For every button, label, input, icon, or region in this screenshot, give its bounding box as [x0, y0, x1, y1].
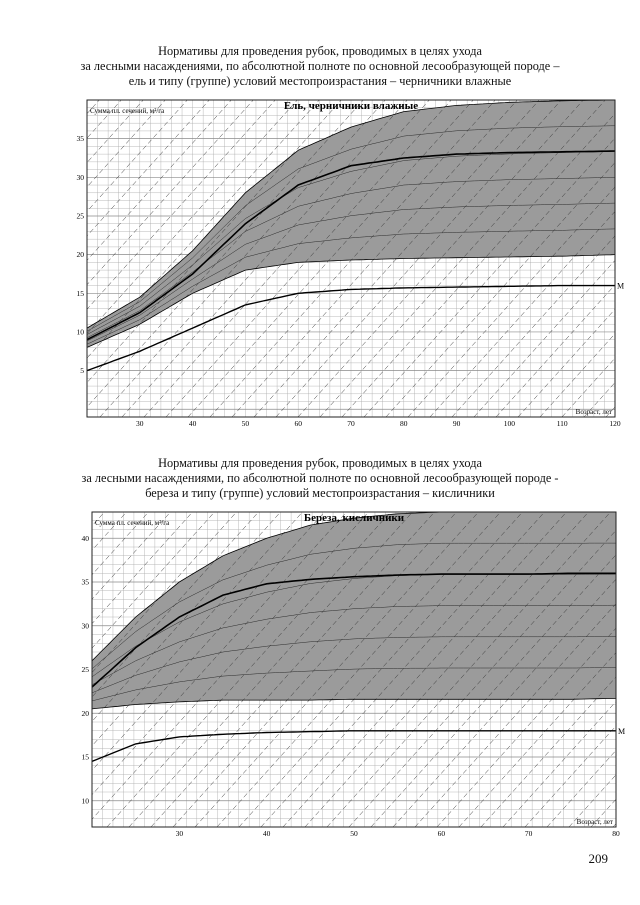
caption-line: за лесными насаждениями, по абсолютной полноте по основной лесообразующей породе –	[80, 59, 560, 73]
birch-chart-svg	[78, 509, 627, 840]
x-axis-label: Возраст, лет	[576, 818, 613, 826]
x-tick-label: 30	[136, 419, 144, 428]
x-axis-label: Возраст, лет	[575, 408, 612, 416]
x-tick-label: 70	[347, 419, 355, 428]
x-tick-label: 40	[262, 829, 271, 838]
caption-line: ель и типу (группе) условий местопроизрастания – черничники влажные	[128, 74, 512, 88]
x-tick-label: 40	[188, 419, 197, 428]
y-tick-label: 20	[81, 708, 89, 718]
y-tick-label: 30	[81, 621, 89, 631]
minimum-line-label: М	[618, 726, 626, 736]
x-tick-label: 50	[241, 419, 250, 428]
y-tick-label: 35	[81, 577, 89, 587]
chart-title: Береза, кисличники	[303, 512, 405, 524]
caption-line: Нормативы для проведения рубок, проводимых в целях ухода	[158, 44, 482, 58]
x-tick-label: 120	[609, 419, 621, 428]
hatch-line	[613, 512, 640, 827]
x-tick-label: 30	[175, 829, 184, 838]
caption-line: Нормативы для проведения рубок, проводимых в целях ухода	[158, 456, 482, 470]
y-tick-label: 30	[76, 172, 84, 182]
x-tick-label: 50	[350, 829, 358, 838]
x-tick-label: 80	[400, 419, 408, 428]
page-number: 209	[588, 851, 608, 866]
x-tick-label: 100	[503, 419, 516, 428]
y-tick-label: 10	[76, 327, 84, 337]
hatch-line	[0, 100, 77, 417]
y-tick-label: 15	[81, 752, 89, 762]
spruce-chart	[78, 97, 627, 429]
y-axis-label: Сумма пл. сечений, м²/га	[90, 107, 165, 115]
y-tick-label: 25	[81, 665, 89, 674]
chart-1-caption	[40, 44, 600, 89]
y-tick-label: 15	[76, 288, 84, 298]
y-axis-label: Сумма пл. сечений, м²/га	[95, 519, 170, 527]
hatch-line	[0, 100, 99, 417]
caption-line: береза и типу (группе) условий местопроизрастания – кисличники	[145, 486, 495, 500]
x-tick-label: 80	[612, 829, 620, 838]
chart-title: Ель, черничники влажные	[283, 100, 419, 112]
y-tick-label: 10	[81, 796, 89, 806]
minimum-line-label: М	[617, 281, 625, 291]
chart-2-caption	[40, 456, 600, 501]
x-tick-label: 60	[294, 419, 302, 428]
y-tick-label: 20	[76, 250, 84, 260]
spruce-chart-svg	[78, 97, 627, 429]
y-tick-label: 40	[81, 533, 89, 543]
caption-line: за лесными насаждениями, по абсолютной полноте по основной лесообразующей породе -	[81, 471, 559, 485]
y-tick-label: 5	[80, 366, 84, 376]
hatch-line	[0, 100, 55, 417]
x-tick-label: 110	[556, 419, 568, 428]
hatch-line	[0, 512, 83, 827]
x-tick-label: 90	[452, 419, 461, 428]
hatch-line	[0, 512, 61, 827]
y-tick-label: 25	[76, 211, 84, 221]
birch-chart	[78, 509, 627, 840]
y-tick-label: 35	[76, 134, 84, 144]
x-tick-label: 60	[437, 829, 446, 838]
x-tick-label: 70	[524, 829, 533, 838]
